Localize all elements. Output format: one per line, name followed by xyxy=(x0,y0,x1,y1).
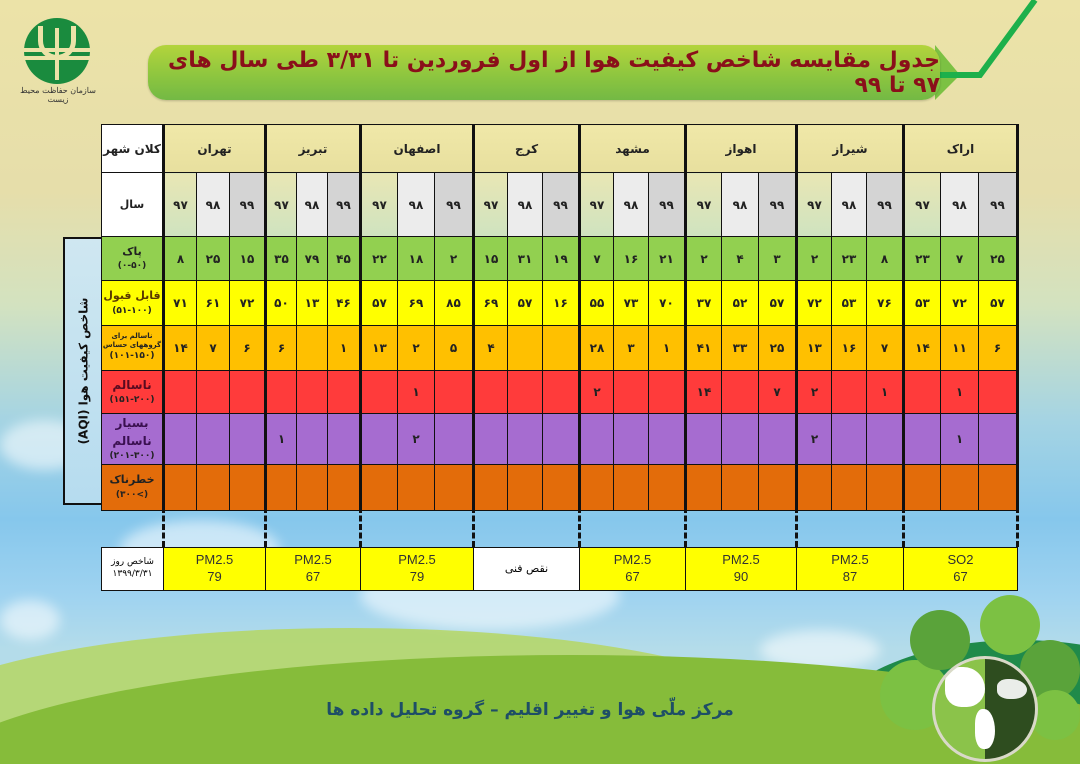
aqi-day-count-cell xyxy=(649,464,686,510)
category-name: ناسالم برای گروههای حساس xyxy=(102,332,162,350)
aqi-day-count-cell: ۱ xyxy=(266,414,297,465)
daily-index-title: شاخص روز xyxy=(111,557,154,568)
aqi-day-count-cell xyxy=(197,414,230,465)
aqi-day-count-cell: ۳۷ xyxy=(686,281,722,326)
aqi-day-count-cell: ۱۴ xyxy=(164,326,197,371)
aqi-category-label xyxy=(102,464,164,510)
dashed-connector xyxy=(795,507,798,547)
aqi-day-count-cell xyxy=(297,414,328,465)
page-title-banner xyxy=(148,45,940,100)
aqi-category-row xyxy=(102,326,1018,371)
aqi-day-count-cell xyxy=(164,414,197,465)
aqi-day-count-cell xyxy=(649,414,686,465)
category-range: (>۳۰۰) xyxy=(115,489,149,500)
aqi-day-count-cell: ۱۳ xyxy=(361,326,398,371)
aqi-day-count-cell xyxy=(297,371,328,414)
aqi-day-count-cell: ۷۱ xyxy=(164,281,197,326)
aqi-value: 90 xyxy=(733,569,749,584)
aqi-day-count-cell: ۲ xyxy=(435,237,474,281)
aqi-day-count-cell xyxy=(649,371,686,414)
aqi-day-count-cell xyxy=(580,414,614,465)
aqi-day-count-cell: ۱۵ xyxy=(474,237,508,281)
aqi-day-count-cell: ۷ xyxy=(759,371,797,414)
city-header: مشهد xyxy=(580,125,686,173)
aqi-day-count-cell: ۵۵ xyxy=(580,281,614,326)
aqi-day-count-cell: ۲ xyxy=(797,237,832,281)
daily-index-cell xyxy=(580,548,686,591)
aqi-day-count-cell: ۱۶ xyxy=(832,326,867,371)
year-header: ۹۸ xyxy=(614,173,649,237)
year-header: ۹۸ xyxy=(297,173,328,237)
dashed-connector xyxy=(684,507,687,547)
aqi-day-count-cell: ۷۰ xyxy=(649,281,686,326)
daily-index-cell xyxy=(266,548,361,591)
pollutant-name: SO2 xyxy=(947,552,974,568)
aqi-day-count-cell: ۲۳ xyxy=(832,237,867,281)
year-header: ۹۷ xyxy=(164,173,197,237)
daily-index-cell xyxy=(361,548,474,591)
aqi-day-count-cell: ۵۲ xyxy=(722,281,759,326)
aqi-comparison-table xyxy=(101,124,1019,511)
dashed-connector xyxy=(162,507,165,547)
aqi-day-count-cell: ۱ xyxy=(649,326,686,371)
aqi-day-count-cell: ۵۳ xyxy=(832,281,867,326)
aqi-day-count-cell xyxy=(543,414,580,465)
aqi-day-count-cell: ۲۵ xyxy=(197,237,230,281)
year-header: ۹۷ xyxy=(361,173,398,237)
aqi-day-count-cell: ۲۳ xyxy=(904,237,941,281)
aqi-day-count-cell xyxy=(435,371,474,414)
aqi-day-count-cell: ۲ xyxy=(398,326,435,371)
aqi-day-count-cell: ۲ xyxy=(686,237,722,281)
city-header: شیراز xyxy=(797,125,904,173)
aqi-day-count-cell xyxy=(543,371,580,414)
year-row-label: سال xyxy=(102,173,164,237)
aqi-day-count-cell xyxy=(474,464,508,510)
aqi-day-count-cell xyxy=(614,414,649,465)
dashed-connector xyxy=(359,507,362,547)
aqi-day-count-cell: ۷۹ xyxy=(297,237,328,281)
aqi-day-count-cell xyxy=(904,414,941,465)
aqi-day-count-cell xyxy=(197,371,230,414)
aqi-day-count-cell xyxy=(543,464,580,510)
aqi-day-count-cell xyxy=(722,464,759,510)
aqi-value: 87 xyxy=(842,569,858,584)
pollutant-name: نقص فنی xyxy=(504,561,549,575)
aqi-day-count-cell: ۷۳ xyxy=(614,281,649,326)
aqi-day-count-cell xyxy=(867,464,904,510)
year-header: ۹۹ xyxy=(328,173,361,237)
aqi-day-count-cell xyxy=(686,464,722,510)
daily-index-cell xyxy=(474,548,580,591)
aqi-day-count-cell: ۶ xyxy=(979,326,1018,371)
city-header: اهواز xyxy=(686,125,797,173)
year-header: ۹۹ xyxy=(543,173,580,237)
category-name: خطرناک xyxy=(109,473,155,486)
aqi-day-count-cell: ۵۷ xyxy=(508,281,543,326)
year-header: ۹۷ xyxy=(904,173,941,237)
year-header: ۹۹ xyxy=(979,173,1018,237)
aqi-day-count-cell: ۲۸ xyxy=(580,326,614,371)
aqi-day-count-cell: ۶ xyxy=(230,326,266,371)
aqi-day-count-cell: ۷۲ xyxy=(230,281,266,326)
year-header: ۹۷ xyxy=(266,173,297,237)
aqi-day-count-cell xyxy=(164,371,197,414)
aqi-day-count-cell xyxy=(979,414,1018,465)
aqi-day-count-cell: ۲ xyxy=(797,371,832,414)
aqi-day-count-cell xyxy=(230,464,266,510)
aqi-category-label xyxy=(102,326,164,371)
aqi-day-count-cell: ۵۷ xyxy=(979,281,1018,326)
year-header: ۹۷ xyxy=(580,173,614,237)
aqi-side-label: شاخص کیفیت هوا (AQI) xyxy=(63,237,102,505)
aqi-day-count-cell: ۷ xyxy=(941,237,979,281)
city-header: اصفهان xyxy=(361,125,474,173)
aqi-day-count-cell: ۸ xyxy=(867,237,904,281)
aqi-day-count-cell xyxy=(867,414,904,465)
aqi-day-count-cell: ۶۹ xyxy=(474,281,508,326)
year-header: ۹۷ xyxy=(686,173,722,237)
category-range: (۲۰۱-۳۰۰) xyxy=(109,451,155,461)
daily-index-table xyxy=(101,547,1018,591)
logo-caption: سازمان حفاظت محیط زیست xyxy=(20,86,96,104)
aqi-day-count-cell: ۱۶ xyxy=(543,281,580,326)
aqi-day-count-cell xyxy=(832,371,867,414)
aqi-day-count-cell: ۱۸ xyxy=(398,237,435,281)
aqi-day-count-cell xyxy=(979,464,1018,510)
aqi-day-count-cell: ۵۷ xyxy=(361,281,398,326)
aqi-day-count-cell xyxy=(722,371,759,414)
dashed-connector xyxy=(264,507,267,547)
aqi-category-label xyxy=(102,414,164,465)
aqi-day-count-cell: ۴ xyxy=(474,326,508,371)
aqi-day-count-cell xyxy=(361,371,398,414)
aqi-day-count-cell xyxy=(297,326,328,371)
aqi-day-count-cell xyxy=(474,414,508,465)
aqi-day-count-cell: ۲۲ xyxy=(361,237,398,281)
page-title: جدول مقایسه شاخص کیفیت هوا از اول فروردین تا ۳/۳۱ طی سال های ۹۷ تا ۹۹ xyxy=(168,47,940,98)
aqi-category-row xyxy=(102,281,1018,326)
dashed-connector xyxy=(1016,507,1019,547)
aqi-value: 67 xyxy=(305,569,321,584)
aqi-day-count-cell: ۵ xyxy=(435,326,474,371)
aqi-day-count-cell xyxy=(230,414,266,465)
category-range: (۵۱-۱۰۰) xyxy=(112,305,152,316)
aqi-day-count-cell xyxy=(328,371,361,414)
aqi-day-count-cell xyxy=(361,464,398,510)
aqi-value: 67 xyxy=(953,569,968,584)
aqi-day-count-cell: ۸۵ xyxy=(435,281,474,326)
pollutant-name: PM2.5 xyxy=(613,552,652,568)
dashed-connector xyxy=(472,507,475,547)
aqi-category-label xyxy=(102,281,164,326)
aqi-day-count-cell: ۴۶ xyxy=(328,281,361,326)
doe-logo-icon xyxy=(24,18,90,84)
aqi-value: 79 xyxy=(207,569,222,584)
aqi-day-count-cell: ۷۲ xyxy=(797,281,832,326)
pollutant-name: PM2.5 xyxy=(722,552,760,568)
aqi-day-count-cell xyxy=(686,414,722,465)
aqi-day-count-cell xyxy=(508,414,543,465)
aqi-day-count-cell xyxy=(904,371,941,414)
aqi-day-count-cell: ۸ xyxy=(164,237,197,281)
aqi-day-count-cell xyxy=(361,414,398,465)
aqi-day-count-cell: ۱۹ xyxy=(543,237,580,281)
aqi-category-label xyxy=(102,237,164,281)
aqi-day-count-cell xyxy=(328,464,361,510)
aqi-day-count-cell xyxy=(941,464,979,510)
aqi-day-count-cell xyxy=(722,414,759,465)
city-header: اراک xyxy=(904,125,1018,173)
category-range: (۰-۵۰) xyxy=(117,261,147,271)
cloud xyxy=(0,600,60,640)
aqi-day-count-cell: ۳۵ xyxy=(266,237,297,281)
year-header: ۹۸ xyxy=(832,173,867,237)
pollutant-name: PM2.5 xyxy=(398,552,436,568)
aqi-day-count-cell: ۱۳ xyxy=(297,281,328,326)
aqi-day-count-cell xyxy=(508,326,543,371)
aqi-day-count-cell: ۱۴ xyxy=(686,371,722,414)
year-header: ۹۷ xyxy=(474,173,508,237)
category-name: قابل قبول xyxy=(103,289,161,302)
aqi-day-count-cell: ۵۰ xyxy=(266,281,297,326)
aqi-category-label xyxy=(102,371,164,414)
globe-trees-illustration-icon xyxy=(870,590,1080,764)
aqi-day-count-cell: ۴۵ xyxy=(328,237,361,281)
year-header: ۹۸ xyxy=(398,173,435,237)
aqi-day-count-cell: ۲۵ xyxy=(759,326,797,371)
dashed-connector xyxy=(578,507,581,547)
aqi-day-count-cell: ۳۱ xyxy=(508,237,543,281)
aqi-day-count-cell: ۱ xyxy=(941,371,979,414)
category-name: پاک xyxy=(122,244,142,258)
aqi-day-count-cell: ۳ xyxy=(614,326,649,371)
aqi-day-count-cell xyxy=(474,371,508,414)
aqi-day-count-cell xyxy=(508,371,543,414)
aqi-day-count-cell xyxy=(230,371,266,414)
aqi-day-count-cell xyxy=(832,414,867,465)
aqi-day-count-cell xyxy=(435,414,474,465)
aqi-day-count-cell: ۷۶ xyxy=(867,281,904,326)
aqi-day-count-cell: ۲ xyxy=(797,414,832,465)
year-header: ۹۸ xyxy=(508,173,543,237)
year-header: ۹۹ xyxy=(867,173,904,237)
aqi-value: 67 xyxy=(625,569,640,584)
aqi-day-count-cell: ۳ xyxy=(759,237,797,281)
year-header: ۹۷ xyxy=(797,173,832,237)
aqi-day-count-cell: ۱ xyxy=(328,326,361,371)
dashed-connector xyxy=(902,507,905,547)
category-name: ناسالم xyxy=(112,378,152,393)
aqi-day-count-cell: ۱۳ xyxy=(797,326,832,371)
aqi-day-count-cell: ۵۳ xyxy=(904,281,941,326)
aqi-value: 79 xyxy=(409,569,425,584)
checkmark-decoration-icon xyxy=(935,0,1080,100)
daily-index-date: ۱۳۹۹/۳/۳۱ xyxy=(112,569,153,579)
category-range: (۱۰۱-۱۵۰) xyxy=(109,351,155,362)
aqi-day-count-cell: ۱۶ xyxy=(614,237,649,281)
aqi-day-count-cell: ۶۱ xyxy=(197,281,230,326)
aqi-day-count-cell xyxy=(904,464,941,510)
aqi-day-count-cell xyxy=(580,464,614,510)
aqi-day-count-cell xyxy=(614,371,649,414)
aqi-day-count-cell xyxy=(398,464,435,510)
year-header: ۹۸ xyxy=(722,173,759,237)
aqi-day-count-cell: ۲۱ xyxy=(649,237,686,281)
aqi-day-count-cell xyxy=(297,464,328,510)
year-header: ۹۹ xyxy=(649,173,686,237)
aqi-day-count-cell: ۷ xyxy=(867,326,904,371)
pollutant-name: PM2.5 xyxy=(195,552,234,568)
daily-index-label xyxy=(102,548,164,591)
daily-index-cell xyxy=(686,548,797,591)
aqi-day-count-cell: ۷ xyxy=(197,326,230,371)
year-header: ۹۸ xyxy=(197,173,230,237)
aqi-day-count-cell: ۲ xyxy=(398,414,435,465)
pollutant-name: PM2.5 xyxy=(294,552,332,568)
category-range: (۱۵۱-۲۰۰) xyxy=(109,395,155,406)
aqi-day-count-cell: ۳۳ xyxy=(722,326,759,371)
aqi-day-count-cell xyxy=(979,371,1018,414)
aqi-day-count-cell xyxy=(164,464,197,510)
city-header: تبریز xyxy=(266,125,361,173)
aqi-day-count-cell: ۵۷ xyxy=(759,281,797,326)
aqi-day-count-cell: ۷۲ xyxy=(941,281,979,326)
aqi-day-count-cell xyxy=(197,464,230,510)
aqi-category-row xyxy=(102,464,1018,510)
aqi-day-count-cell: ۴ xyxy=(722,237,759,281)
city-header: کرج xyxy=(474,125,580,173)
aqi-day-count-cell xyxy=(266,464,297,510)
year-header: ۹۹ xyxy=(230,173,266,237)
aqi-category-row xyxy=(102,237,1018,281)
daily-index-cell xyxy=(904,548,1018,591)
city-column-label: کلان شهر xyxy=(102,125,164,173)
aqi-day-count-cell xyxy=(759,464,797,510)
aqi-day-count-cell xyxy=(759,414,797,465)
aqi-day-count-cell xyxy=(614,464,649,510)
aqi-day-count-cell: ۱۵ xyxy=(230,237,266,281)
city-header: تهران xyxy=(164,125,266,173)
pollutant-name: PM2.5 xyxy=(831,552,869,568)
aqi-day-count-cell: ۶ xyxy=(266,326,297,371)
aqi-day-count-cell: ۱ xyxy=(867,371,904,414)
daily-index-cell xyxy=(797,548,904,591)
year-header: ۹۹ xyxy=(759,173,797,237)
aqi-day-count-cell xyxy=(832,464,867,510)
aqi-category-row xyxy=(102,371,1018,414)
aqi-day-count-cell: ۶۹ xyxy=(398,281,435,326)
aqi-day-count-cell: ۱۴ xyxy=(904,326,941,371)
year-header: ۹۹ xyxy=(435,173,474,237)
aqi-day-count-cell: ۱۱ xyxy=(941,326,979,371)
aqi-day-count-cell: ۲۵ xyxy=(979,237,1018,281)
footer-text: مرکز ملّی هوا و تغییر اقلیم – گروه تحلیل داده ها xyxy=(326,700,734,720)
aqi-day-count-cell xyxy=(543,326,580,371)
aqi-day-count-cell: ۲ xyxy=(580,371,614,414)
aqi-day-count-cell xyxy=(266,371,297,414)
aqi-category-row xyxy=(102,414,1018,465)
aqi-day-count-cell: ۷ xyxy=(580,237,614,281)
year-header: ۹۸ xyxy=(941,173,979,237)
category-name: بسیار ناسالم xyxy=(112,416,152,448)
aqi-day-count-cell xyxy=(435,464,474,510)
aqi-day-count-cell: ۱ xyxy=(941,414,979,465)
aqi-day-count-cell xyxy=(797,464,832,510)
aqi-day-count-cell: ۴۱ xyxy=(686,326,722,371)
daily-index-cell xyxy=(164,548,266,591)
aqi-day-count-cell xyxy=(508,464,543,510)
aqi-day-count-cell: ۱ xyxy=(398,371,435,414)
aqi-day-count-cell xyxy=(328,414,361,465)
